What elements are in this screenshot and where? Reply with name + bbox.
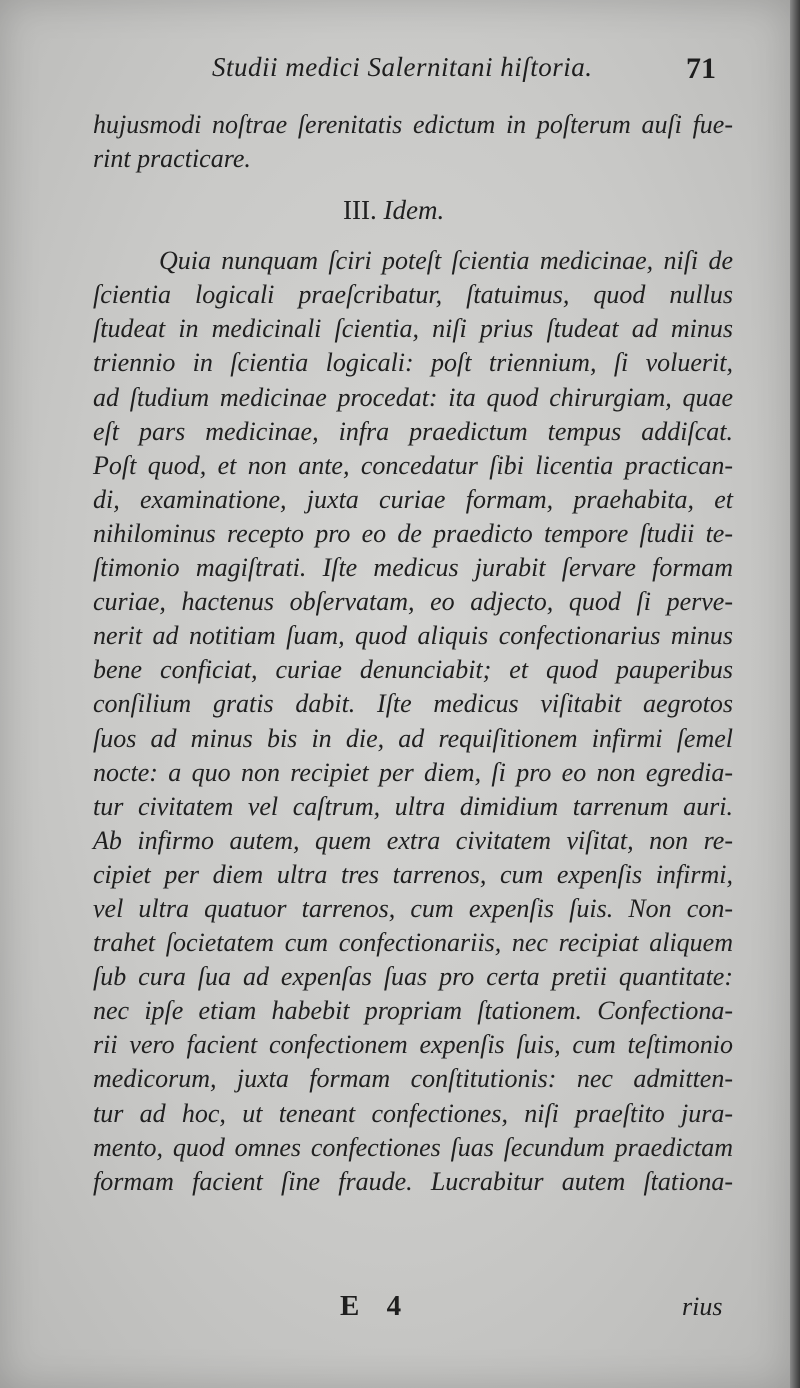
text-line: trahet ſocietatem cum confectionariis, nec recipiat aliquem — [93, 928, 733, 958]
text-line: eſt pars medicinae, infra praedictum tempus addiſcat. — [93, 416, 733, 446]
text-line: Quia nunquam ſciri poteſt ſcientia medicinae, niſi de — [159, 246, 733, 276]
text-line: medicorum, juxta formam conſtitutionis: nec admitten- — [93, 1064, 733, 1094]
text-line: rint practicare. — [93, 144, 251, 174]
text-line: tur ad hoc, ut teneant confectiones, niſi praeſtito jura- — [93, 1098, 733, 1128]
running-head: Studii medici Salernitani hiſtoria. — [212, 52, 593, 82]
text-line: ſtimonio magiſtrati. Iſte medicus jurabit ſervare formam — [93, 553, 733, 583]
text-line: formam facient ſine fraude. Lucrabitur autem ſtationa- — [93, 1166, 733, 1196]
text-line: curiae, hactenus obſervatam, eo adjecto, quod ſi perve- — [93, 587, 733, 617]
text-line: nerit ad notitiam ſuam, quod aliquis confectionarius minus — [93, 621, 733, 651]
catchword: rius — [682, 1292, 723, 1321]
text-line: cipiet per diem ultra tres tarrenos, cum expenſis infirmi, — [93, 859, 733, 889]
text-line: Poſt quod, et non ante, concedatur ſibi licentia practican- — [93, 450, 733, 480]
text-line: vel ultra quatuor tarrenos, cum expenſis ſuis. Non con- — [93, 893, 733, 923]
text-line: ſub cura ſua ad expenſas ſuas pro certa pretii quantitate: — [93, 962, 733, 992]
text-line: Ab infirmo autem, quem extra civitatem viſitat, non re- — [93, 825, 733, 855]
text-line: hujusmodi noſtrae ſerenitatis edictum in poſterum auſi fue- — [93, 110, 733, 139]
text-line: ſuos ad minus bis in die, ad requiſitionem infirmi ſemel — [93, 723, 733, 753]
text-line: ad ſtudium medicinae procedat: ita quod chirurgiam, quae — [93, 382, 733, 412]
text-line: nec ipſe etiam habebit propriam ſtationem. Confectiona- — [93, 996, 733, 1026]
text-line: mento, quod omnes confectiones ſuas ſecundum praedictam — [93, 1132, 733, 1162]
text-line: bene conficiat, curiae denunciabit; et quod pauperibus — [93, 655, 733, 685]
section-heading — [93, 176, 733, 244]
text-line: tur civitatem vel caſtrum, ultra dimidium tarrenum auri. — [93, 791, 733, 821]
section-number: III. — [343, 195, 377, 226]
text-line: nihilominus recepto pro eo de praedicto tempore ſtudii te- — [93, 518, 733, 548]
text-line: ſtudeat in medicinali ſcientia, niſi prius ſtudeat ad minus — [93, 314, 733, 344]
text-line: nocte: a quo non recipiet per diem, ſi pro eo non egredia- — [93, 757, 733, 787]
page-number: 71 — [686, 52, 716, 85]
text-line: triennio in ſcientia logicali: poſt triennium, ſi voluerit, — [93, 348, 733, 378]
section-title: Idem. — [383, 195, 445, 226]
text-line: rii vero facient confectionem expenſis ſuis, cum teſtimonio — [93, 1030, 733, 1060]
page-edge-shadow — [790, 0, 800, 1388]
text-line: conſilium gratis dabit. Iſte medicus viſitabit aegrotos — [93, 689, 733, 719]
text-line: di, examinatione, juxta curiae formam, praehabita, et — [93, 484, 733, 514]
body-text — [93, 108, 733, 1199]
text-line: ſcientia logicali praeſcribatur, ſtatuimus, quod nullus — [93, 280, 733, 310]
signature-mark: E 4 — [340, 1290, 412, 1322]
